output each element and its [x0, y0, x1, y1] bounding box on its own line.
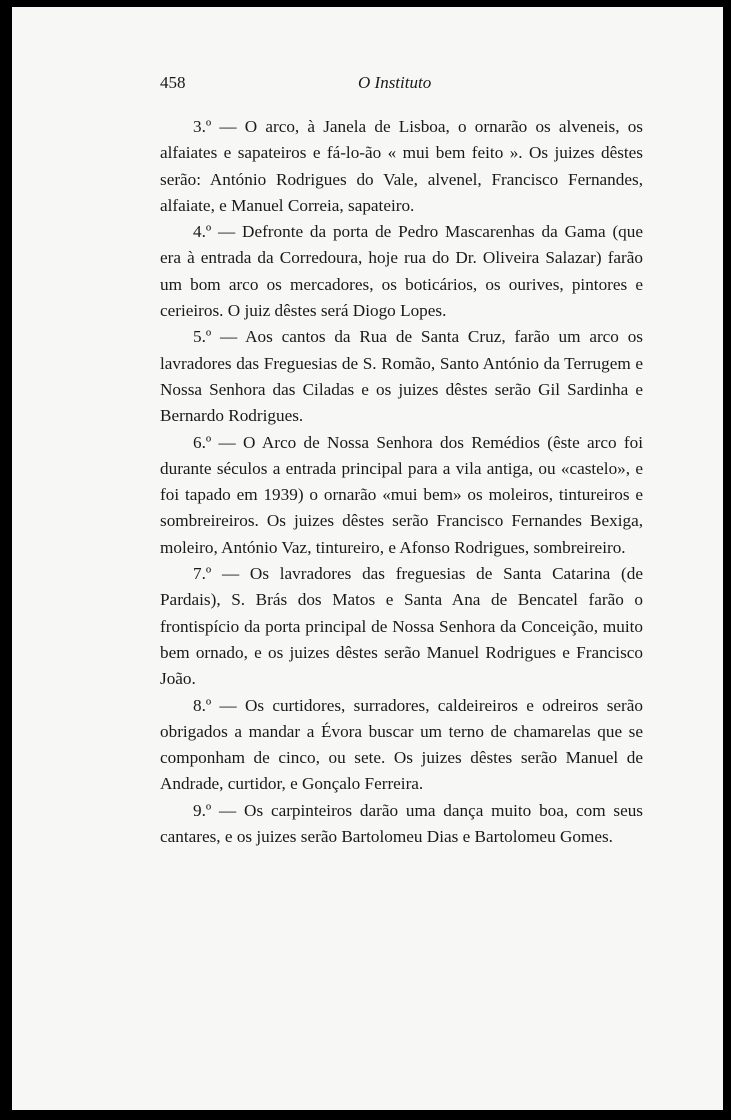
running-title: O Instituto — [358, 73, 432, 92]
page-number: 458 — [160, 73, 186, 92]
paragraph-item-3: 3.º — O arco, à Janela de Lisboa, o ornarão os alveneis, os alfaiates e sapateiros e fá-lo-ão « mui bem feito ». Os juizes dêstes serão: António Rodrigues do Vale, alvenel, Francisco Fernandes, alfaiate, e Manuel Correia, sapateiro. — [160, 117, 643, 215]
page-header — [160, 73, 660, 97]
page-body — [160, 114, 643, 850]
paragraph-item-7: 7.º — Os lavradores das freguesias de Santa Catarina (de Pardais), S. Brás dos Matos e Santa Ana de Bencatel farão o frontispício da porta principal de Nossa Senhora da Conceição, muito bem ornado, e os juizes dêstes serão Manuel Rodrigues e Francisco João. — [160, 564, 643, 689]
book-page — [12, 7, 723, 1110]
paragraph-item-8: 8.º — Os curtidores, surradores, caldeireiros e odreiros serão obrigados a mandar a Évora buscar um terno de chamarelas que se componham de cinco, ou sete. Os juizes dêstes serão Manuel de Andrade, curtidor, e Gonçalo Ferreira. — [160, 695, 643, 794]
paragraph-item-9: 9.º — Os carpinteiros darão uma dança muito boa, com seus cantares, e os juizes serão Bartolomeu Dias e Bartolomeu Gomes. — [160, 800, 643, 847]
paragraph-item-4: 4.º — Defronte da porta de Pedro Mascarenhas da Gama (que era à entrada da Corredoura, hoje rua do Dr. Oliveira Salazar) farão um bom arco os mercadores, os boticários, os ourives, pintores e cerieiros. O juiz dêstes será Diogo Lopes. — [160, 222, 643, 321]
paragraph-item-5: 5.º — Aos cantos da Rua de Santa Cruz, farão um arco os lavradores das Freguesias de S. Romão, Santo António da Terrugem e Nossa Senhora das Ciladas e os juizes dêstes serão Gil Sardinha e Bernardo Rodrigues. — [160, 327, 643, 426]
paragraph-item-6: 6.º — O Arco de Nossa Senhora dos Remédios (êste arco foi durante séculos a entrada principal para a vila antiga, ou «castelo», e foi tapado em 1939) o ornarão «mui bem» os moleiros, tintureiros e sombreireiros. Os juizes dêstes serão Francisco Fernandes Bexiga, moleiro, António Vaz, tintureiro, e Afonso Rodrigues, sombreireiro. — [160, 432, 643, 557]
